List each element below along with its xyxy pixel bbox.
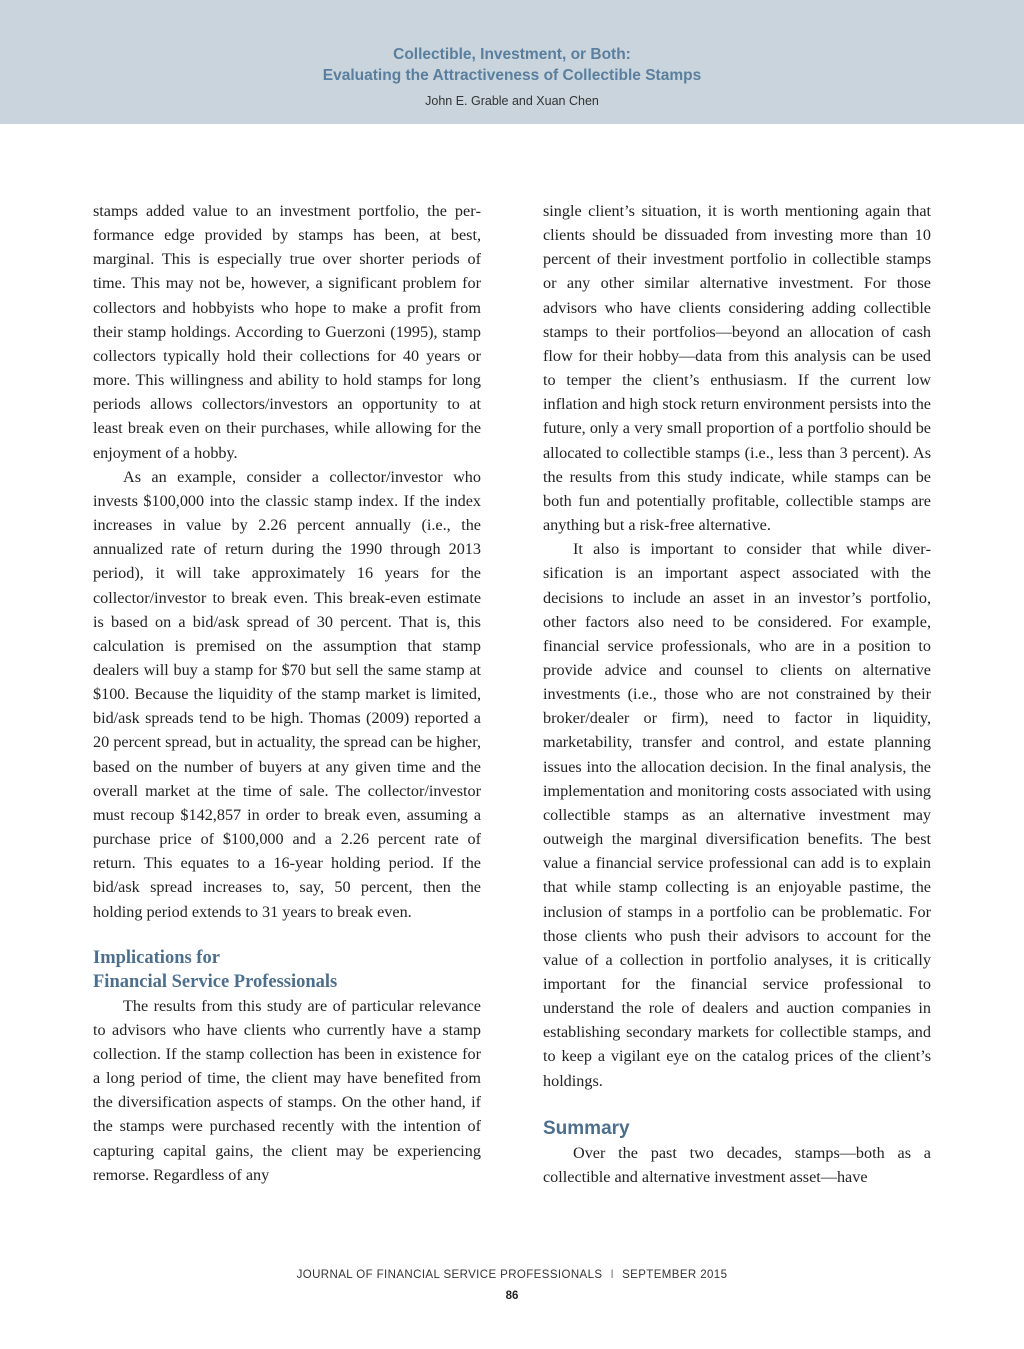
left-paragraph-1: stamps added value to an investment portfolio, the performance edge provided by stamps has been, at best, marginal. This is especially true over shorter periods of time. This may not be, however, a significant problem for collectors and hobbyists who hope to make a profit from their stamp holdings. According to Guerzoni (1995), stamp collectors typically hold their collections for 40 years or more. This willingness and ability to hold stamps for long periods allows collectors/investors an opportunity to at least break even on their purchases, while allowing for the enjoyment of a hobby. [93,202,481,462]
running-header [0,0,1024,124]
right-paragraph-2: It also is important to consider that while diversification is an important aspect associated with the decisions to include an asset in an investor’s portfolio, other factors also need to be considered. For example, financial service professionals, who are in a position to provide advice and counsel to clients on alternative investments (i.e., those who are not constrained by their broker/dealer or firm), need to factor in liquidity, marketability, transfer and control, and estate planning issues into the allocation decision. In the final analysis, the implementation and monitoring costs associated with using collectible stamps as an alternative investment may outweigh the marginal diversification benefits. The best value a financial service professional can add is to explain that while stamp collecting is an enjoyable pastime, the inclusion of stamps in a portfolio can be problematic. For those clients who push their advisors to account for the value of a collection in portfolio analyses, it is critically important for the financial service professional to understand the role of dealers and auction companies in establishing secondary markets for collectible stamps, and to keep a vigilant eye on the catalog prices of the client’s holdings. [543,540,931,1090]
footer-journal-line [0,1269,1024,1281]
section-heading-implications [93,946,481,994]
left-paragraph-2: As an example, consider a collector/investor who invests $100,000 into the classic stamp index. If the index increases in value by 2.26 percent annually (i.e., the annualized rate of return during the 1990 through 2013 period), it will take approximately 16 years for the collector/investor to break even. This break-even estimate is based on a bid/ask spread of 30 percent. That is, this calculation is premised on the assumption that stamp dealers will buy a stamp for $70 but sell the same stamp at $100. Because the liquidity of the stamp market is limited, bid/ask spreads tend to be high. Thomas (2009) reported a 20 percent spread, but in actuality, the spread can be higher, based on the number of buyers at any given time and the overall market at the time of sale. The collector/investor must recoup $142,857 in order to break even, assuming a purchase price of $100,000 and a 2.26 percent rate of return. This equates to a 16-year holding period. If the bid/ask spread increases to, say, 50 percent, then the holding period extends to 31 years to break even. [93,467,481,921]
article-title-line-1: Collectible, Investment, or Both: [393,46,631,63]
article-authors: John E. Grable and Xuan Chen [425,94,599,108]
left-paragraph-3: The results from this study are of particular relevance to advisors who have clients who currently have a stamp collection. If the stamp collection has been in existence for a long period of time, the client may have benefited from the diversification aspects of stamps. On the other hand, if the stamps were purchased recently with the intention of capturing capital gains, the client may be experiencing remorse. Regardless of any [93,996,481,1184]
section-heading-implications-line-2: Financial Service Professionals [93,971,338,992]
footer-journal-name: JOURNAL OF FINANCIAL SERVICE PROFESSIONALS [296,1269,603,1281]
section-heading-implications-line-1: Implications for [93,947,220,968]
right-column [543,199,931,1189]
section-heading-summary: Summary [543,1117,630,1139]
left-column [93,199,481,1187]
right-paragraph-1: single client’s situation, it is worth mentioning again that clients should be dissuaded from investing more than 10 percent of their investment portfolio in collectible stamps or any other similar alternative investment. For those advisors who have clients considering adding collectible stamps to their portfolios—beyond an allocation of cash flow for their hobby—data from this analysis can be used to temper the client’s enthusiasm. If the current low inflation and high stock return environment persists into the future, only a very small proportion of a portfolio should be allocated to collectible stamps (i.e., less than 3 percent). As the results from this study indicate, while stamps can be both fun and potentially profitable, collectible stamps are anything but a risk-free alternative. [543,202,931,535]
page-number: 86 [505,1290,519,1302]
article-title-line-2: Evaluating the Attractiveness of Collectible Stamps [322,67,702,84]
footer-separator: I [610,1269,615,1281]
footer-date: SEPTEMBER 2015 [622,1269,728,1281]
right-paragraph-3: Over the past two decades, stamps—both as a collectible and alternative investment asset—have [543,1143,931,1186]
